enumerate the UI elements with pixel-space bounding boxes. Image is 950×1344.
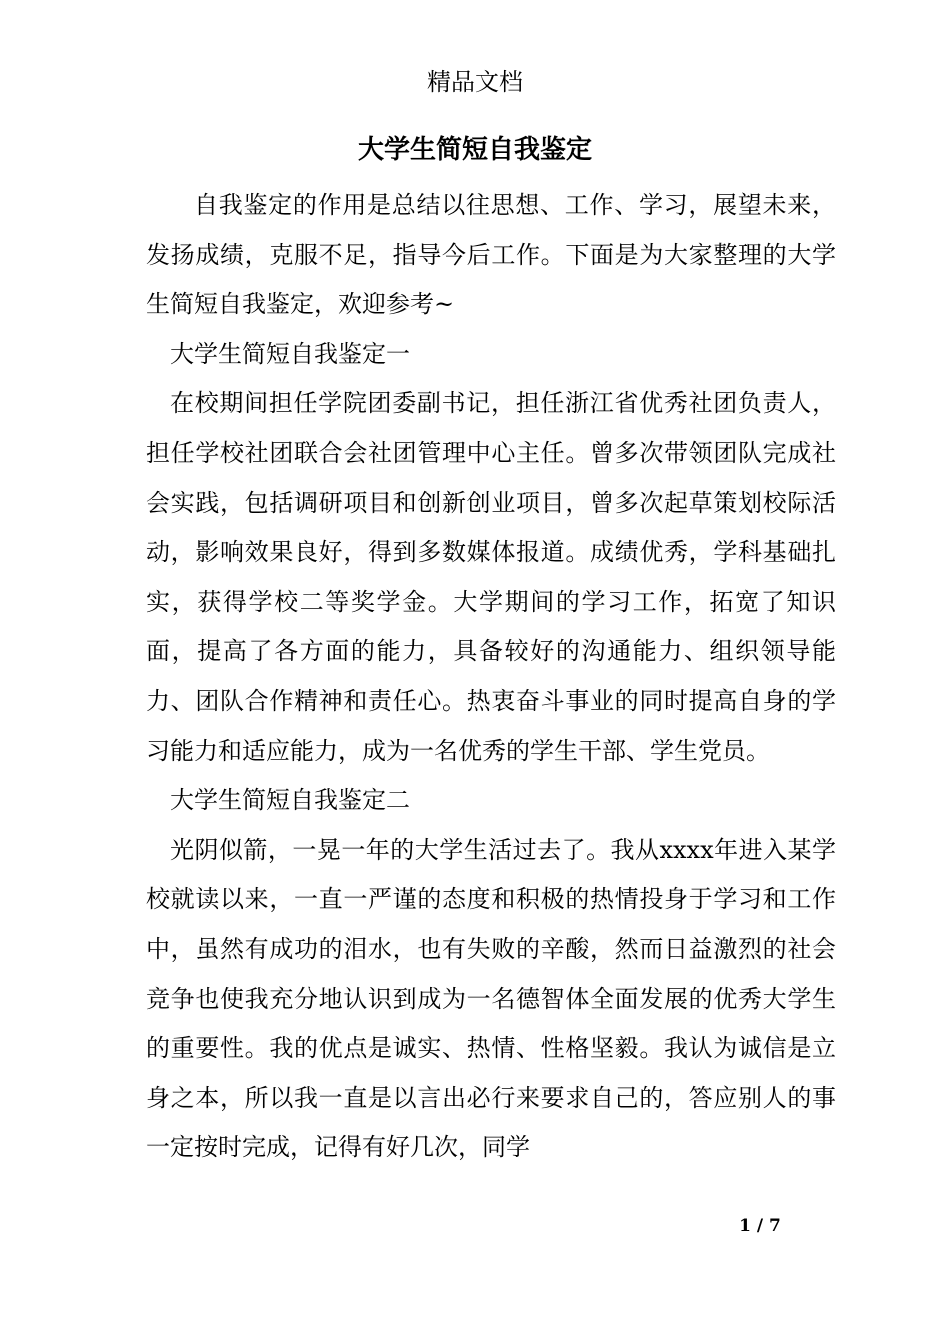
intro-paragraph: 自我鉴定的作用是总结以往思想、工作、学习，展望未来，发扬成绩，克服不足，指导今后工作。下面是为大家整理的大学生简短自我鉴定，欢迎参考~: [146, 191, 836, 319]
page-header: 精品文档: [427, 68, 523, 96]
page-number: 1 / 7: [739, 1216, 781, 1236]
section-heading-1: 大学生简短自我鉴定一: [170, 339, 410, 368]
section-body-1: 在校期间担任学院团委副书记，担任浙江省优秀社团负责人，担任学校社团联合会社团管理中心主任。曾多次带领团队完成社会实践，包括调研项目和创新创业项目，曾多次起草策划校际活动，影响效果良好，得到多数媒体报道。成绩优秀，学科基础扎实，获得学校二等奖学金。大学期间的学习工作，拓宽了知识面，提高了各方面的能力，具备较好的沟通能力、组织领导能力、团队合作精神和责任心。热衷奋斗事业的同时提高自身的学习能力和适应能力，成为一名优秀的学生干部、学生党员。: [146, 389, 836, 765]
document-body: [146, 181, 836, 1173]
document-title: 大学生简短自我鉴定: [357, 135, 592, 165]
section-body-2: 光阴似箭，一晃一年的大学生活过去了。我从xxxx年进入某学校就读以来，一直一严谨的态度和积极的热情投身于学习和工作中，虽然有成功的泪水，也有失败的辛酸，然而日益激烈的社会竞争也使我充分地认识到成为一名德智体全面发展的优秀大学生的重要性。我的优点是诚实、热情、性格坚毅。我认为诚信是立身之本，所以我一直是以言出必行来要求自己的，答应别人的事一定按时完成，记得有好几次，同学: [146, 835, 836, 1162]
section-heading-2: 大学生简短自我鉴定二: [170, 786, 410, 815]
